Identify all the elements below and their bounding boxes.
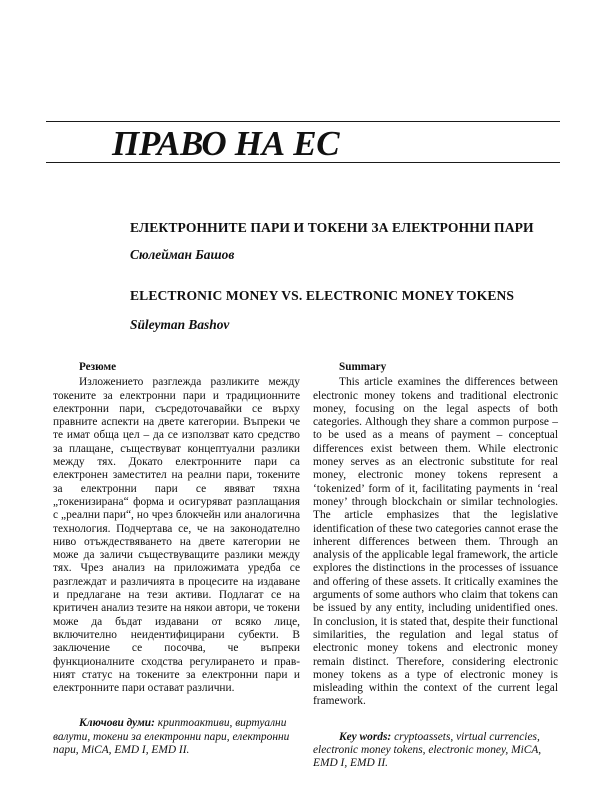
keywords-en [313,731,558,771]
abstract-en-text: This article examines the differences between electronic money tokens and traditional electronic money, focusing on the legal aspects of both categories. Although they share a common purpose – to be used as a means of payment – conceptual differences exist between them. While electronic money serves as an electronic substitute for real money, electronic money tokens represent a ‘tokenized’ form of it, facilitating payments in ‘real money’ through blockchain or similar technologies. The article emphasizes that the legislative identification of these two categories cannot erase the inherent differences between them. Through an analysis of the applicable legal framework, the article explores the distinctions in the processes of issuance and offering of these assets. It critically examines the arguments of some authors who claim that tokens can be issued by any entity, including unidentified ones. In conclusion, it is stated that, despite their functional similarities, the regulation and legal status of electronic money tokens and electronic money remain distinct. Therefore, considering electronic money tokens as a type of electronic money is misleading within the context of the current legal framework. [313,376,558,708]
keywords-en-label: Key words: [339,730,392,743]
author-name-bg: Сюлейман Башов [130,247,235,262]
keywords-bg [53,717,300,757]
author-name-en: Süleyman Bashov [130,317,230,332]
abstract-bg-text: Изложението разглежда разликите между токените за електронни пари и традиционните електронни пари, съсредоточавайки се върху правните аспекти на двете категории. Въпреки че те имат обща цел – да се използват като средство за плащане, съществуват концептуални разлики между тях. Докато електронните пари са електронен заместител на реални пари, токените за електронни пари се явяват тяхна „токенизирана“ форма и осигуряват разплащания с „реални пари“, но чрез блокчейн или аналогична технология. Подчертава се, че на законодателно ниво отъждествяването на двете категории не може да заличи съществуващите разлики между тях. Чрез анализ на приложимата уредба се разглеждат и различията в процесите на издаване и предлагане на тези активи. Подлагат се на критичен анализ тезите на някои автори, че токени може да бъдат издавани от всяко лице, включително неидентифицирани субекти. В заключение се посочва, че въпреки функционалните сходства регулирането и правният статус на токените за електронни пари и електронните пари остават различни. [53,376,300,695]
keywords-bg-label: Ключови думи: [79,717,155,730]
article-title-en: ELECTRONIC MONEY VS. ELECTRONIC MONEY TOKENS [130,288,515,303]
abstract-bg-heading: Резюме [79,361,117,373]
keywords-en-list: cryptoassets, virtual currencies, electronic money tokens, electronic money, MiCA, EMD I, EMD II. [313,730,542,770]
header-bottom-rule [46,162,560,163]
abstract-en-heading: Summary [339,361,387,373]
article-title-bg: ЕЛЕКТРОННИТЕ ПАРИ И ТОКЕНИ ЗА ЕЛЕКТРОННИ ПАРИ [130,220,534,235]
section-title: ПРАВО НА ЕС [112,124,340,163]
abstract-bg-column [53,361,300,757]
keywords-bg-list: криптоактиви, виртуални валути, токени за електронни пари, електронни пари, MiCA, EMD I, EMD II. [53,717,290,757]
header-top-rule [46,121,560,122]
abstract-en-column [313,361,558,771]
